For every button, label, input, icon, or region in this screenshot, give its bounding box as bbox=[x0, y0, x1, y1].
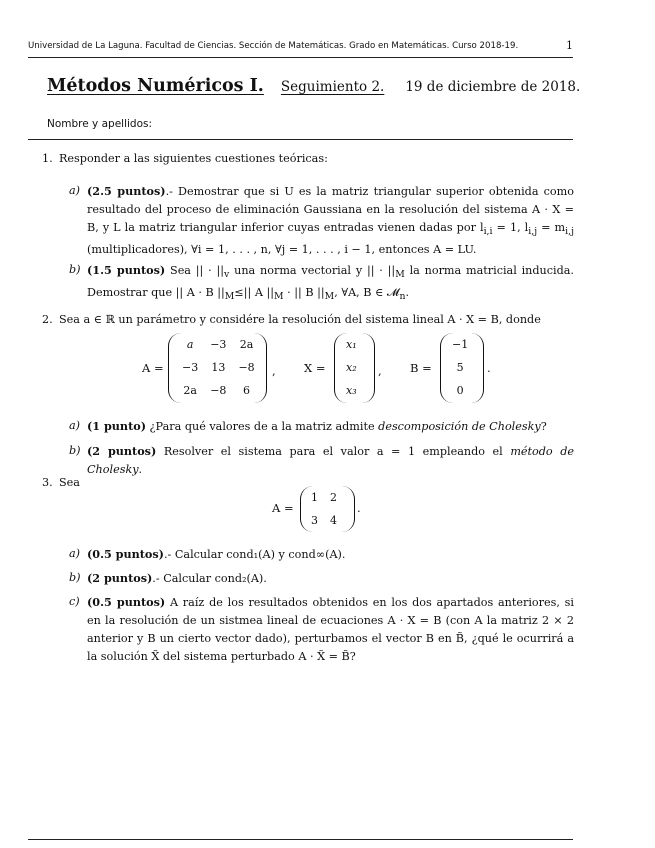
question-3c-text: A raíz de los resultados obtenidos en los dos apartados anteriores, si en la resolución de un sistmea lineal de ecuaciones A · X = B (con A la matriz 2 × 2 anterior y B un cierto vector dado), perturbamos el vector B en B̃, ¿qué le ocurrirá a la solución X̃ del sistema perturbado A · X̃ = B̃? bbox=[87, 596, 574, 663]
q2-x-cell: x₃ bbox=[346, 384, 357, 397]
q2-a-cell: −3 bbox=[210, 338, 227, 351]
question-3b bbox=[69, 569, 574, 588]
q3-period: . bbox=[357, 501, 361, 515]
question-1b bbox=[69, 261, 574, 306]
question-3-number: 3. bbox=[42, 476, 53, 489]
exam-title bbox=[47, 76, 580, 96]
question-2b bbox=[69, 442, 574, 479]
q2-a-cell: −3 bbox=[182, 361, 199, 374]
question-3c-label: c) bbox=[69, 595, 80, 608]
question-1a-text-3: = m bbox=[537, 221, 566, 234]
question-1a-sub-mij: i,j bbox=[565, 226, 574, 238]
question-1b-text-2: una norma vectorial y || · || bbox=[229, 264, 396, 277]
footer-rule bbox=[28, 839, 573, 840]
question-2b-points: (2 puntos) bbox=[87, 444, 157, 458]
header-text: Universidad de La Laguna. Facultad de Ciencias. Sección de Matemáticas. Grado en Matemáticas. Curso 2018-19. bbox=[28, 41, 519, 51]
name-label: Nombre y apellidos: bbox=[47, 118, 153, 130]
question-1a-text-4: (multiplicadores), ∀i = 1, . . . , n, ∀j = 1, . . . , i − 1, entonces A = LU. bbox=[87, 243, 477, 257]
question-2a-text-1: ¿Para qué valores de a la matriz admite bbox=[146, 420, 379, 433]
question-1b-text-6: , ∀A, B ∈ 𝓜 bbox=[334, 286, 400, 300]
name-rule bbox=[28, 139, 573, 140]
question-1a-text-1: .- Demostrar que si U es la matriz triangular superior obtenida como resultado del proceso de eliminación Gaussiana en la resolución del sistema A · X = B, y L la matriz triangular inferior cuyas entradas vienen dadas por l bbox=[87, 185, 574, 234]
q3-a-cell: 3 bbox=[311, 514, 318, 527]
q2-matrix-b-label: B = bbox=[410, 361, 432, 375]
question-1-prompt: Responder a las siguientes cuestiones teóricas: bbox=[59, 152, 328, 165]
q2-matrix-a bbox=[176, 333, 261, 402]
question-2a-text-2: ? bbox=[540, 420, 547, 433]
question-3b-label: b) bbox=[69, 571, 81, 584]
q2-matrix-b bbox=[446, 333, 474, 402]
question-2-prompt: Sea a ∈ ℝ un parámetro y considére la resolución del sistema lineal A · X = B, donde bbox=[59, 313, 541, 326]
question-3a-label: a) bbox=[69, 547, 81, 560]
q2-a-cell: a bbox=[186, 338, 194, 351]
q2-a-cell: 13 bbox=[211, 361, 226, 374]
question-1a-points: (2.5 puntos) bbox=[87, 184, 166, 198]
question-1a bbox=[69, 182, 574, 259]
page-header bbox=[28, 39, 573, 55]
question-1b-text-7: . bbox=[405, 286, 410, 300]
q2-b-cell: 5 bbox=[456, 361, 464, 374]
q2-x-cell: x₁ bbox=[346, 338, 357, 351]
question-3b-points: (2 puntos) bbox=[87, 571, 153, 585]
q2-b-cell: 0 bbox=[456, 384, 464, 397]
q2-matrix-x-label: X = bbox=[304, 361, 326, 375]
q2-matrix-x bbox=[340, 333, 363, 402]
question-1a-text-2: = 1, l bbox=[492, 221, 529, 234]
title-main: Métodos Numéricos I. bbox=[47, 76, 264, 96]
q2-a-cell: 2a bbox=[239, 338, 254, 351]
question-2a bbox=[69, 417, 574, 436]
header-rule bbox=[28, 57, 573, 58]
q2-matrix-a-label: A = bbox=[142, 361, 164, 375]
question-1b-text-4: ≤|| A || bbox=[234, 286, 275, 300]
question-2b-text-2: . bbox=[138, 463, 143, 476]
question-3c-points: (0.5 puntos) bbox=[87, 595, 166, 609]
question-1b-sub-v: v bbox=[224, 269, 230, 281]
question-1b-sub-m2: M bbox=[224, 291, 235, 303]
question-2-number: 2. bbox=[42, 313, 53, 326]
page-number: 1 bbox=[566, 39, 573, 52]
question-2a-emph: descomposición de Cholesky bbox=[378, 420, 541, 433]
question-3a-points: (0.5 puntos) bbox=[87, 547, 164, 561]
q2-x-cell: x₂ bbox=[346, 361, 357, 374]
question-1b-text-5: · || B || bbox=[283, 286, 325, 300]
q3-a-cell: 1 bbox=[311, 491, 318, 504]
question-1a-sub-ij: i,j bbox=[528, 226, 538, 238]
question-1a-sub-ii: i,i bbox=[483, 226, 493, 238]
question-1b-label: b) bbox=[69, 263, 81, 276]
title-date: 19 de diciembre de 2018. bbox=[405, 79, 581, 95]
q2-comma-2: , bbox=[378, 364, 382, 378]
question-2b-label: b) bbox=[69, 444, 81, 457]
question-1b-sub-m3: M bbox=[274, 291, 284, 303]
question-3b-text: .- Calcular cond₂(A). bbox=[152, 572, 267, 585]
question-2b-emph: método de Cholesky bbox=[87, 445, 574, 476]
q3-a-cell: 2 bbox=[330, 491, 337, 504]
title-subtitle: Seguimiento 2. bbox=[280, 79, 385, 95]
question-1b-sub-m1: M bbox=[395, 269, 405, 281]
q2-b-cell: −1 bbox=[452, 338, 469, 351]
q3-matrix-a-label: A = bbox=[272, 501, 294, 515]
q2-a-cell: −8 bbox=[210, 384, 227, 397]
q2-comma-1: , bbox=[272, 364, 276, 378]
question-2a-label: a) bbox=[69, 419, 81, 432]
q2-period: . bbox=[487, 361, 491, 375]
question-3a bbox=[69, 545, 574, 564]
q2-matrix-b-right-paren bbox=[471, 333, 484, 403]
question-3-prompt: Sea bbox=[59, 476, 80, 489]
question-3c bbox=[69, 593, 574, 666]
q2-matrix-a-right-paren bbox=[254, 333, 267, 403]
question-1-number: 1. bbox=[42, 152, 53, 165]
q3-matrix-a bbox=[305, 486, 343, 532]
question-1a-label: a) bbox=[69, 184, 81, 197]
question-1b-text-1: Sea || · || bbox=[165, 264, 225, 277]
question-1b-points: (1.5 puntos) bbox=[87, 263, 166, 277]
q2-a-cell: 6 bbox=[243, 384, 251, 397]
question-1b-text-3: la norma matricial inducida. Demostrar que || A · B || bbox=[87, 264, 574, 300]
q2-a-cell: 2a bbox=[183, 384, 197, 397]
q2-a-cell: −8 bbox=[238, 361, 255, 374]
q2-matrix-x-right-paren bbox=[362, 333, 375, 403]
q3-a-cell: 4 bbox=[330, 514, 337, 527]
question-2b-text-1: Resolver el sistema para el valor a = 1 empleando el bbox=[156, 445, 511, 458]
question-2a-points: (1 punto) bbox=[87, 419, 146, 433]
question-1b-sub-m4: M bbox=[324, 291, 335, 303]
question-3a-text: .- Calcular cond₁(A) y cond∞(A). bbox=[163, 548, 346, 561]
q3-matrix-a-right-paren bbox=[342, 486, 355, 532]
question-1b-sub-n: n bbox=[399, 291, 406, 303]
